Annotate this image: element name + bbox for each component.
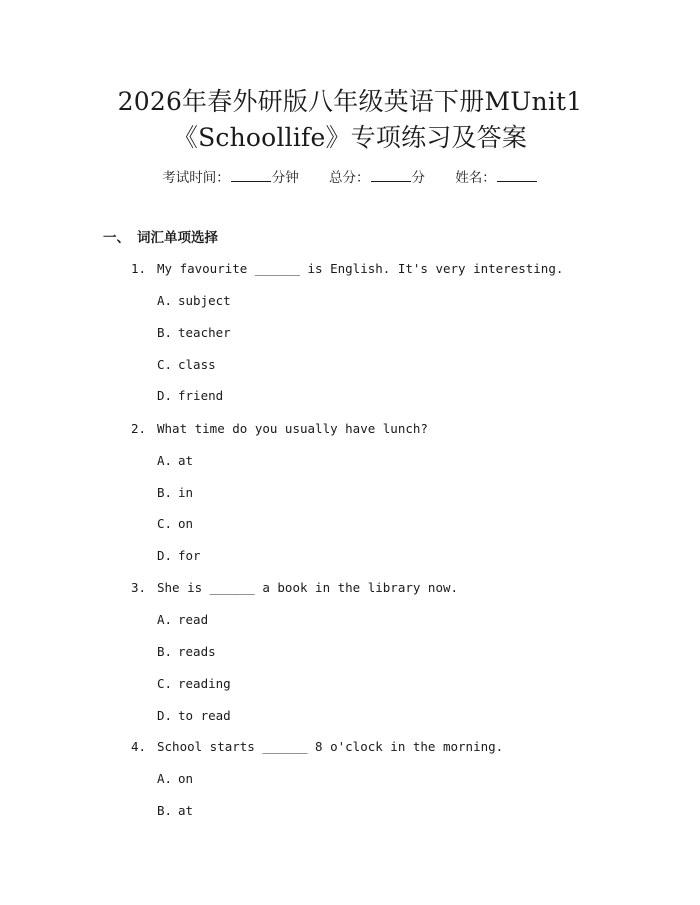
question-2-option-d: [157, 547, 201, 565]
option-text: teacher: [178, 325, 231, 340]
question-3-option-c: [157, 675, 231, 693]
question-text: School starts ______ 8 o'clock in the morning.: [157, 739, 504, 754]
option-text: at: [178, 803, 194, 818]
option-letter: C.: [157, 676, 173, 691]
section-title: 词汇单项选择: [137, 230, 218, 246]
option-text: on: [178, 516, 194, 531]
question-1: [131, 260, 563, 278]
exam-time-field: [162, 168, 299, 188]
student-name-field: [455, 168, 538, 188]
question-number: 4.: [131, 739, 147, 754]
option-letter: A.: [157, 612, 173, 627]
option-text: on: [178, 771, 194, 786]
total-score-field: [329, 168, 425, 188]
question-3: [131, 579, 458, 597]
option-letter: D.: [157, 548, 173, 563]
option-letter: B.: [157, 644, 173, 659]
question-1-option-d: [157, 387, 223, 405]
exam-time-blank: [231, 168, 271, 182]
question-4: [131, 738, 503, 756]
option-letter: C.: [157, 516, 173, 531]
option-letter: B.: [157, 485, 173, 500]
option-letter: C.: [157, 357, 173, 372]
question-1-option-a: [157, 292, 231, 310]
option-letter: D.: [157, 388, 173, 403]
question-1-option-c: [157, 356, 216, 374]
section-number: 一、: [103, 230, 130, 246]
student-name-label: 姓名：: [455, 170, 496, 186]
student-name-blank: [497, 168, 537, 182]
option-text: at: [178, 453, 194, 468]
section-heading: [103, 228, 218, 248]
option-letter: A.: [157, 293, 173, 308]
option-text: reads: [178, 644, 216, 659]
option-letter: B.: [157, 803, 173, 818]
question-2-option-a: [157, 452, 193, 470]
question-1-option-b: [157, 324, 231, 342]
option-text: friend: [178, 388, 224, 403]
question-2-option-b: [157, 484, 193, 502]
exam-info-row: [0, 168, 700, 188]
question-4-option-b: [157, 802, 193, 820]
question-2-option-c: [157, 515, 193, 533]
doc-title-line-1: 2026年春外研版八年级英语下册MUnit1: [117, 87, 583, 116]
option-letter: A.: [157, 771, 173, 786]
doc-title-line-2: 《Schoollife》专项练习及答案: [172, 123, 528, 152]
option-text: read: [178, 612, 209, 627]
exam-time-label: 考试时间：: [162, 170, 230, 186]
total-score-blank: [371, 168, 411, 182]
question-3-option-a: [157, 611, 208, 629]
question-text: She is ______ a book in the library now.: [157, 580, 459, 595]
question-number: 3.: [131, 580, 147, 595]
question-number: 2.: [131, 421, 147, 436]
question-text: My favourite ______ is English. It's very interesting.: [157, 261, 564, 276]
option-text: class: [178, 357, 216, 372]
option-text: in: [178, 485, 194, 500]
exam-time-unit: 分钟: [271, 170, 299, 186]
question-4-option-a: [157, 770, 193, 788]
option-letter: B.: [157, 325, 173, 340]
total-score-label: 总分：: [329, 170, 370, 186]
option-text: to read: [178, 708, 231, 723]
question-3-option-b: [157, 643, 216, 661]
question-text: What time do you usually have lunch?: [157, 421, 428, 436]
option-text: subject: [178, 293, 231, 308]
option-text: reading: [178, 676, 231, 691]
option-letter: A.: [157, 453, 173, 468]
option-letter: D.: [157, 708, 173, 723]
total-score-unit: 分: [411, 170, 425, 186]
question-2: [131, 420, 428, 438]
question-3-option-d: [157, 707, 231, 725]
option-text: for: [178, 548, 201, 563]
question-number: 1.: [131, 261, 147, 276]
